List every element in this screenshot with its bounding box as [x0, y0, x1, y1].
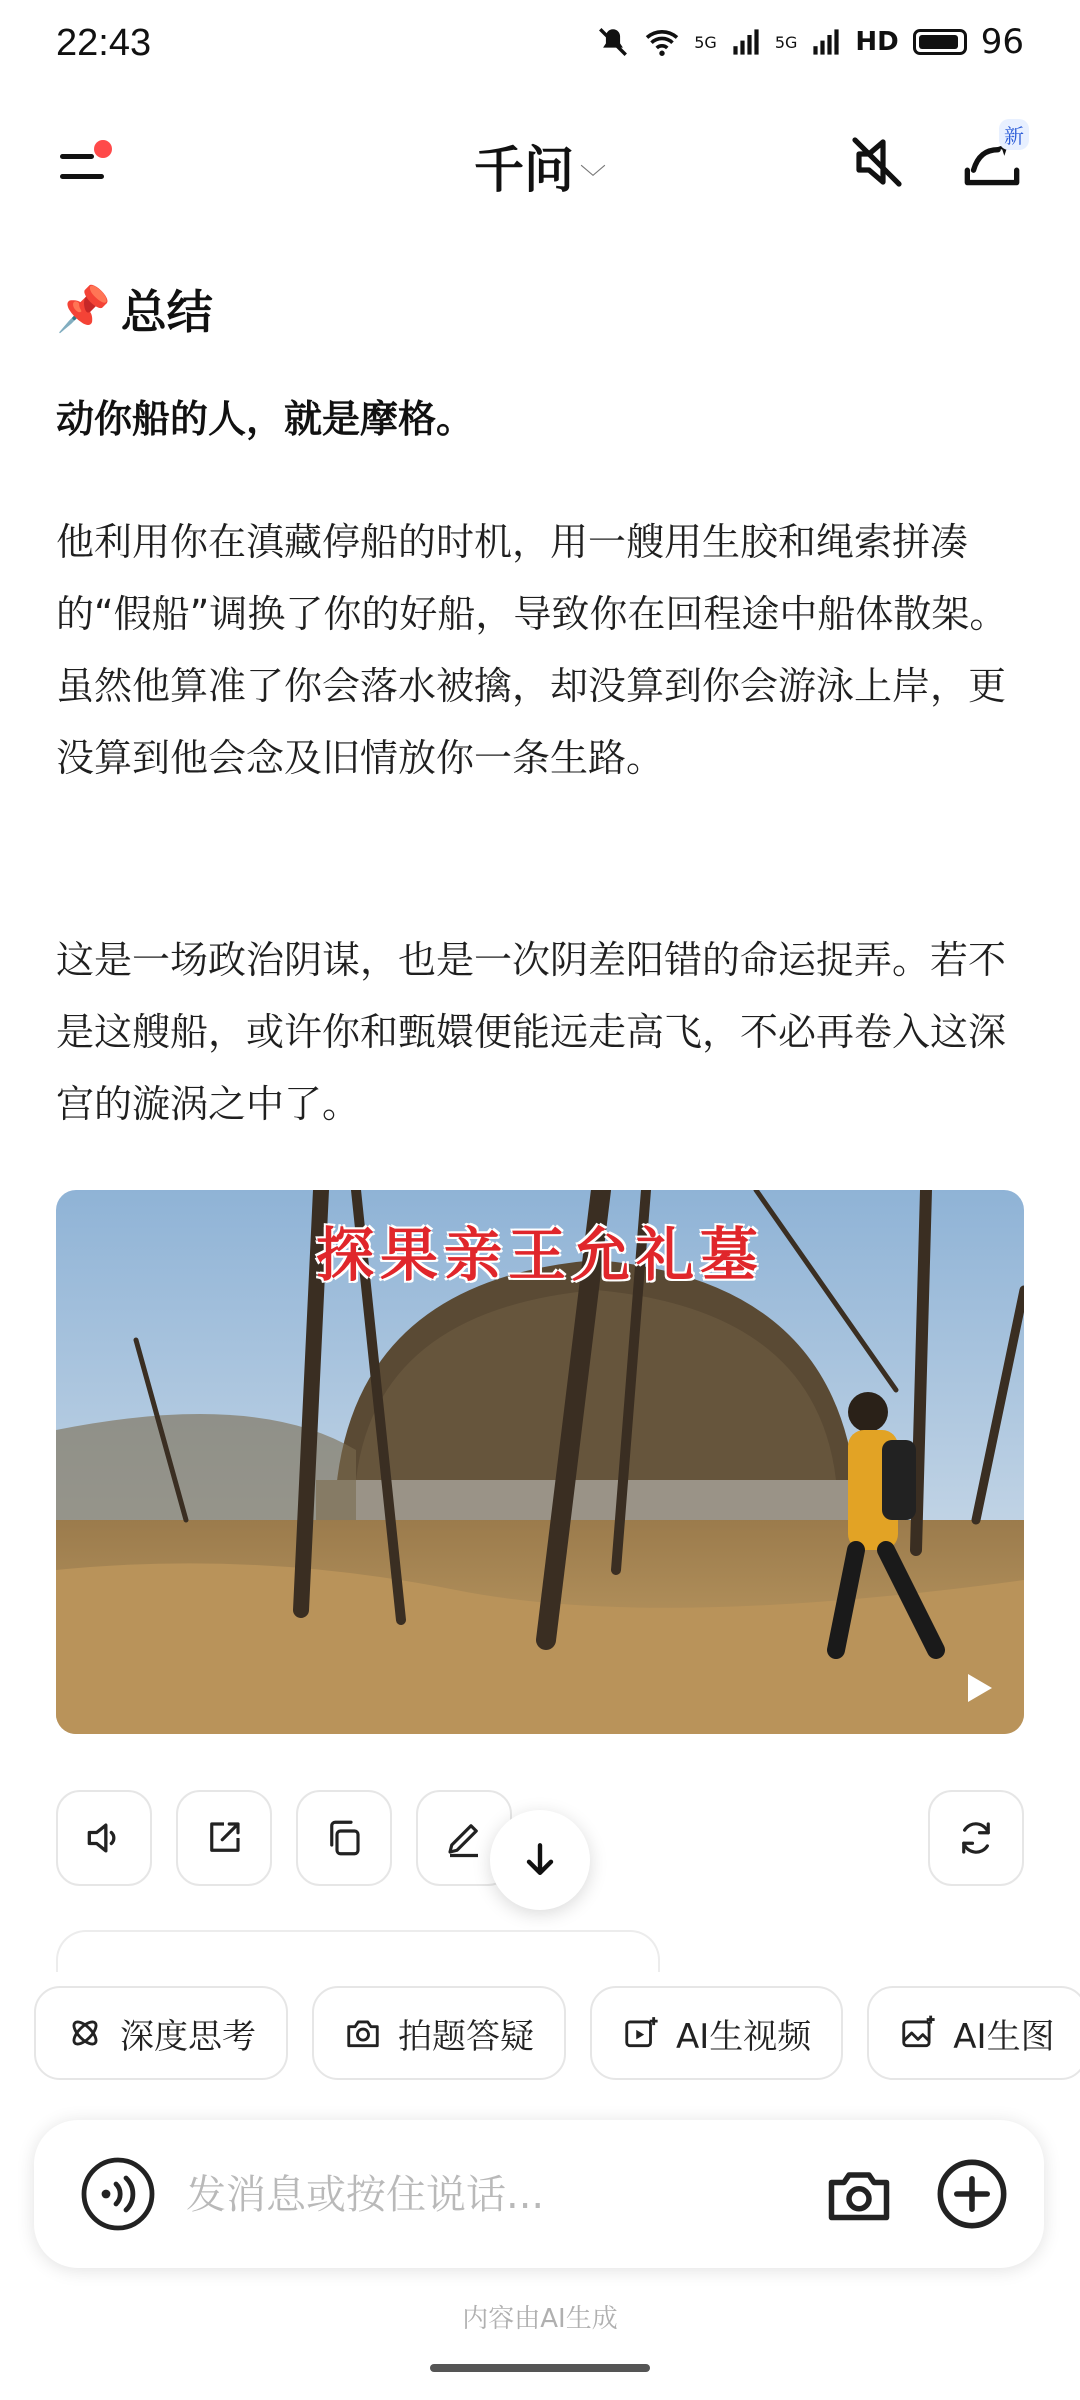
pencil-icon	[443, 1817, 485, 1859]
video-title: 探果亲王允礼墓	[315, 1221, 764, 1289]
voice-wave-icon	[78, 2154, 158, 2234]
camera-question-icon	[344, 2014, 382, 2052]
video-thumbnail[interactable]	[56, 1190, 1024, 1734]
summary-title: 总结	[120, 285, 213, 339]
new-badge: 新	[999, 119, 1029, 150]
play-icon	[958, 1668, 998, 1708]
network-label-1: 5G	[694, 32, 717, 52]
image-gen-icon	[899, 2014, 937, 2052]
chip-label: AI生图	[953, 2016, 1055, 2057]
plus-circle-icon	[934, 2156, 1010, 2232]
copy-icon	[323, 1817, 365, 1859]
chevron-down-icon: ﹀	[579, 164, 606, 194]
chip-label: 拍题答疑	[398, 2016, 534, 2057]
read-aloud-button[interactable]	[56, 1790, 152, 1886]
hd-label: HD	[855, 27, 899, 57]
quick-actions-row	[34, 1986, 1080, 2080]
suggestion-card-partial	[56, 1930, 660, 1972]
speaker-off-icon	[845, 130, 909, 194]
signal-icon	[731, 28, 761, 56]
speaker-icon	[82, 1816, 126, 1860]
deep-think-icon	[66, 2014, 104, 2052]
ai-disclaimer: 内容由AI生成	[462, 2304, 618, 2334]
chip-deep-think[interactable]	[34, 1986, 288, 2080]
mute-bell-icon	[596, 25, 630, 59]
battery-icon	[913, 29, 967, 55]
share-icon	[203, 1817, 245, 1859]
speaker-mute-button[interactable]	[845, 130, 909, 194]
new-chat-button[interactable]	[955, 125, 1029, 199]
copy-button[interactable]	[296, 1790, 392, 1886]
page-title: 千问	[473, 141, 574, 199]
chip-ai-image[interactable]	[867, 1986, 1080, 2080]
composer	[34, 2120, 1044, 2268]
home-indicator[interactable]	[430, 2364, 650, 2372]
network-label-2: 5G	[774, 32, 798, 52]
scroll-to-bottom-button[interactable]	[490, 1810, 590, 1910]
arrow-down-icon	[518, 1838, 562, 1882]
camera-button[interactable]	[824, 2160, 894, 2230]
chip-label: AI生视频	[676, 2016, 812, 2057]
refresh-icon	[955, 1817, 997, 1859]
pushpin-icon: 📌	[56, 284, 111, 335]
signal-icon-2	[811, 28, 841, 56]
chip-photo-question[interactable]	[312, 1986, 566, 2080]
chip-ai-video[interactable]	[590, 1986, 843, 2080]
add-button[interactable]	[934, 2156, 1010, 2232]
video-plus-icon	[622, 2014, 660, 2052]
chip-label: 深度思考	[120, 2016, 256, 2057]
answer-paragraph-2: 这是一场政治阴谋，也是一次阴差阳错的命运捉弄。若不是这艘船，或许你和甄嬛便能远走高飞，不必再卷入这深宫的漩涡之中了。	[56, 938, 1007, 1126]
summary-heading	[56, 276, 213, 342]
status-icons	[596, 22, 1024, 62]
answer-paragraph-1: 他利用你在滇藏停船的时机，用一艘用生胶和绳索拼凑的“假船”调换了你的好船，导致你在回程途中船体散架。虽然他算准了你会落水被擒，却没算到你会游泳上岸，更没算到他会念及旧情放你一条生路。	[56, 520, 1008, 780]
message-input[interactable]	[184, 2160, 828, 2230]
voice-input-button[interactable]	[78, 2154, 158, 2234]
battery-level: 96	[980, 22, 1024, 62]
share-button[interactable]	[176, 1790, 272, 1886]
status-time: 22:43	[56, 22, 152, 64]
wifi-icon	[644, 27, 680, 57]
model-selector[interactable]	[0, 130, 1080, 202]
answer-highlight: 动你船的人，就是摩格。	[56, 397, 475, 441]
regenerate-button[interactable]	[928, 1790, 1024, 1886]
camera-icon	[824, 2160, 894, 2230]
